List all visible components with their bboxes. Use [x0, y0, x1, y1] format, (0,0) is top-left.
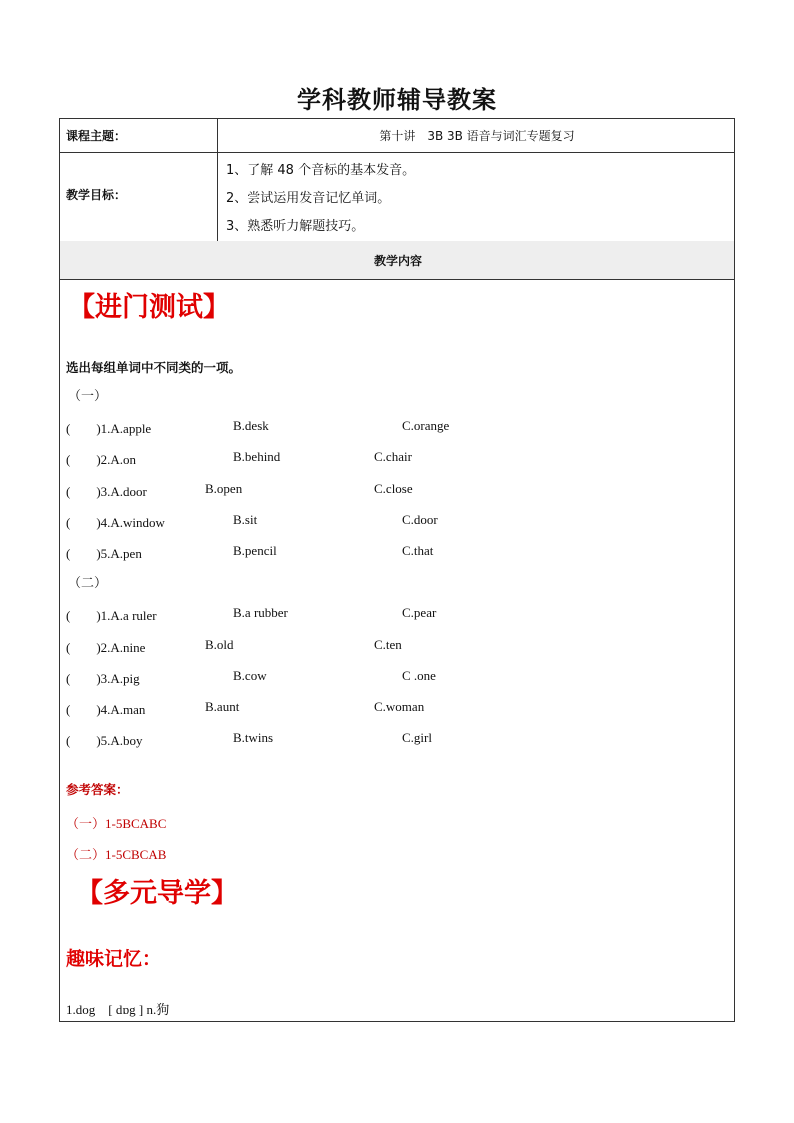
- lesson-plan-table: [59, 118, 735, 1022]
- question-row: [66, 730, 726, 750]
- option-c: C.orange: [402, 418, 450, 433]
- question-row: [66, 449, 726, 469]
- question-stem: ( )2.A.nine: [66, 640, 146, 655]
- group-label: （二）: [68, 576, 108, 591]
- vocab-entry: 1.dog [ dɒg ] n.狗: [66, 1002, 170, 1017]
- fun-memory-label: 趣味记忆：: [66, 948, 162, 970]
- option-b: B.open: [205, 481, 243, 496]
- option-c: C.girl: [402, 730, 432, 745]
- question-stem: ( )5.A.pen: [66, 546, 142, 561]
- option-b: B.desk: [233, 418, 269, 433]
- option-b: B.a rubber: [233, 605, 288, 620]
- entry-test-heading: 【进门测试】: [68, 292, 230, 323]
- goals-label: 教学目标：: [66, 188, 127, 202]
- option-c: C.close: [374, 481, 413, 496]
- option-b: B.old: [205, 637, 234, 652]
- option-b: B.sit: [233, 512, 258, 527]
- topic-label: 课程主题：: [66, 129, 127, 143]
- question-stem: ( )4.A.man: [66, 702, 146, 717]
- option-c: C.chair: [374, 449, 412, 464]
- topic-value: 第十讲 3B 3B 语音与词汇专题复习: [379, 129, 575, 143]
- question-stem: ( )2.A.on: [66, 452, 137, 467]
- group-label: （一）: [68, 389, 108, 404]
- goal-item: 2、尝试运用发音记忆单词。: [226, 191, 391, 206]
- option-c: C.door: [402, 512, 438, 527]
- option-b: B.pencil: [233, 543, 277, 558]
- question-row: [66, 668, 726, 688]
- question-stem: ( )3.A.door: [66, 484, 147, 499]
- option-c: C.ten: [374, 637, 402, 652]
- option-c: C .one: [402, 668, 436, 683]
- option-c: C.that: [402, 543, 434, 558]
- goal-item: 3、熟悉听力解题技巧。: [226, 219, 365, 234]
- answer-line: （一）1-5BCABC: [66, 816, 167, 831]
- goal-item: 1、了解 48 个音标的基本发音。: [226, 163, 416, 178]
- answers-label: 参考答案：: [66, 782, 129, 797]
- answer-line: （二）1-5CBCAB: [66, 847, 167, 862]
- instruction: 选出每组单词中不同类的一项。: [66, 360, 242, 375]
- option-b: B.cow: [233, 668, 267, 683]
- content-label: 教学内容: [373, 254, 422, 268]
- row-divider: [60, 279, 734, 280]
- question-stem: ( )1.A.a ruler: [66, 608, 157, 623]
- question-stem: ( )1.A.apple: [66, 421, 152, 436]
- question-row: [66, 637, 726, 657]
- option-b: B.behind: [233, 449, 281, 464]
- question-row: [66, 418, 726, 438]
- option-c: C.pear: [402, 605, 437, 620]
- page-title: 学科教师辅导教案: [297, 86, 497, 114]
- question-row: [66, 605, 726, 625]
- question-row: [66, 512, 726, 532]
- question-row: [66, 699, 726, 719]
- question-stem: ( )5.A.boy: [66, 733, 143, 748]
- option-b: B.aunt: [205, 699, 240, 714]
- question-stem: ( )3.A.pig: [66, 671, 140, 686]
- row-divider: [60, 152, 734, 153]
- question-row: [66, 543, 726, 563]
- guided-learning-heading: 【多元导学】: [76, 878, 238, 909]
- question-row: [66, 481, 726, 501]
- option-b: B.twins: [233, 730, 274, 745]
- option-c: C.woman: [374, 699, 425, 714]
- question-stem: ( )4.A.window: [66, 515, 165, 530]
